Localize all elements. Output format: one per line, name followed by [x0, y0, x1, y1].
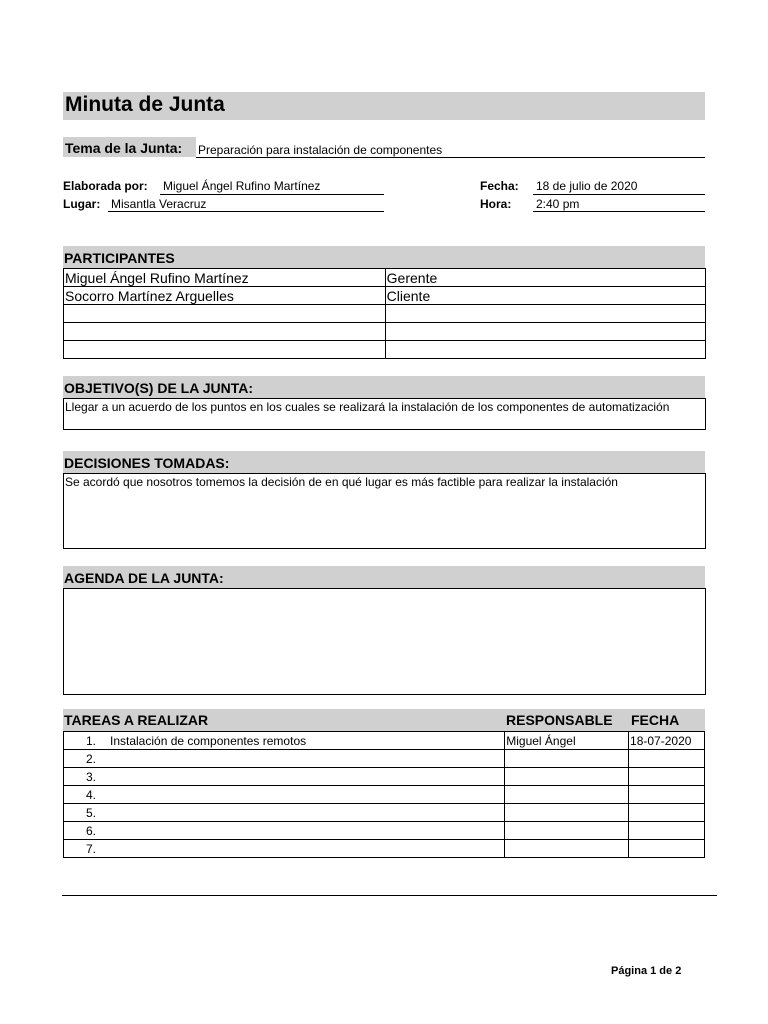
- task-responsable: [505, 786, 629, 804]
- fecha-value: 18 de julio de 2020: [536, 179, 638, 193]
- agenda-box: [63, 588, 706, 695]
- participant-name: Miguel Ángel Rufino Martínez: [64, 269, 386, 287]
- objetivos-heading: OBJETIVO(S) DE LA JUNTA:: [64, 380, 254, 396]
- task-fecha: 18-07-2020: [629, 732, 705, 750]
- task-fecha: [629, 822, 705, 840]
- task-text: Instalación de componentes remotos: [110, 733, 307, 748]
- tema-label: Tema de la Junta:: [65, 140, 183, 156]
- footer-rule: [62, 895, 717, 896]
- task-fecha: [629, 750, 705, 768]
- table-row: [64, 323, 706, 341]
- decisiones-text: Se acordó que nosotros tomemos la decisión de en qué lugar es más factible para realizar la instalación: [65, 475, 618, 489]
- hora-value: 2:40 pm: [536, 197, 580, 211]
- responsable-heading: RESPONSABLE: [506, 712, 613, 728]
- participant-name: [64, 305, 386, 323]
- task-number: 7.: [86, 841, 97, 856]
- objetivos-box: [63, 398, 706, 430]
- table-row: [64, 269, 706, 287]
- task-number: 4.: [86, 787, 97, 802]
- elaborada-underline: [160, 194, 384, 195]
- page-title: Minuta de Junta: [65, 93, 225, 116]
- participants-table: [63, 268, 706, 359]
- task-responsable: [505, 750, 629, 768]
- participant-role: [385, 323, 705, 341]
- fecha-underline: [533, 194, 705, 195]
- table-row: [64, 750, 705, 768]
- lugar-underline: [108, 211, 384, 212]
- task-cell: [64, 768, 505, 786]
- task-cell: [64, 750, 505, 768]
- page-number: Página 1 de 2: [611, 965, 682, 977]
- participant-role: Cliente: [385, 287, 705, 305]
- tasks-table: [63, 731, 705, 858]
- task-cell: [64, 804, 505, 822]
- table-row: [64, 768, 705, 786]
- task-number: 5.: [86, 805, 97, 820]
- task-number: 6.: [86, 823, 97, 838]
- task-responsable: [505, 822, 629, 840]
- task-responsable: [505, 804, 629, 822]
- participant-role: [385, 341, 705, 359]
- participant-role: Gerente: [385, 269, 705, 287]
- task-fecha: [629, 768, 705, 786]
- task-cell: [64, 732, 505, 750]
- decisiones-box: [63, 473, 706, 549]
- task-cell: [64, 786, 505, 804]
- task-fecha: [629, 804, 705, 822]
- task-fecha: [629, 786, 705, 804]
- table-row: [64, 732, 705, 750]
- participant-name: [64, 341, 386, 359]
- tema-value: Preparación para instalación de componentes: [198, 143, 443, 157]
- objetivos-text: Llegar a un acuerdo de los puntos en los cuales se realizará la instalación de los componentes de automatización: [65, 400, 670, 414]
- tema-underline: [196, 157, 705, 158]
- task-cell: [64, 840, 505, 858]
- participants-heading: PARTICIPANTES: [64, 250, 175, 266]
- task-responsable: [505, 768, 629, 786]
- task-responsable: Miguel Ángel: [505, 732, 629, 750]
- task-responsable: [505, 840, 629, 858]
- table-row: [64, 287, 706, 305]
- decisiones-heading: DECISIONES TOMADAS:: [64, 455, 230, 471]
- table-row: [64, 305, 706, 323]
- lugar-label: Lugar:: [63, 197, 101, 211]
- table-row: [64, 804, 705, 822]
- task-number: 1.: [86, 733, 97, 748]
- task-fecha: [629, 840, 705, 858]
- participant-name: Socorro Martínez Arguelles: [64, 287, 386, 305]
- agenda-heading: AGENDA DE LA JUNTA:: [64, 570, 224, 586]
- task-cell: [64, 822, 505, 840]
- table-row: [64, 822, 705, 840]
- task-number: 3.: [86, 769, 97, 784]
- hora-label: Hora:: [480, 197, 512, 211]
- participant-role: [385, 305, 705, 323]
- tareas-heading: TAREAS A REALIZAR: [64, 712, 209, 728]
- table-row: [64, 341, 706, 359]
- table-row: [64, 840, 705, 858]
- lugar-value: Misantla Veracruz: [111, 197, 207, 211]
- task-number: 2.: [86, 751, 97, 766]
- participant-name: [64, 323, 386, 341]
- elaborada-value: Miguel Ángel Rufino Martínez: [163, 179, 321, 193]
- fecha-heading: FECHA: [631, 712, 680, 728]
- hora-underline: [533, 211, 705, 212]
- table-row: [64, 786, 705, 804]
- fecha-label: Fecha:: [480, 179, 519, 193]
- elaborada-label: Elaborada por:: [63, 179, 148, 193]
